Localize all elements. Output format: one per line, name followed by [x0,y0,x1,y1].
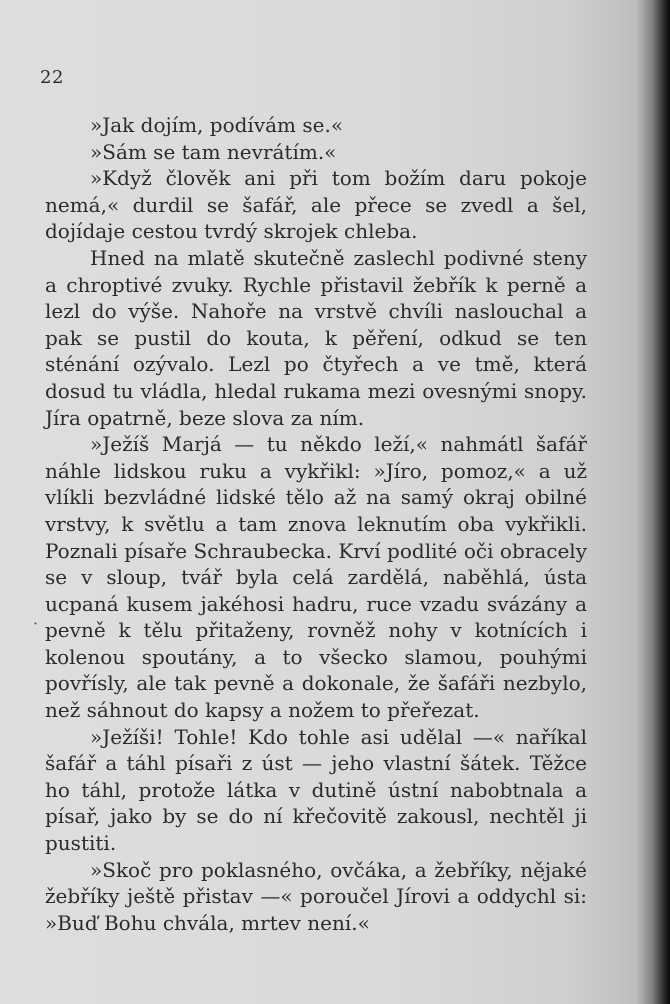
paragraph: »Ježíš Marjá — tu někdo leží,« nahmátl šafář náhle lidskou ruku a vykřikl: »Jíro, pomoz,« a už vlíkli bezvládné lidské tělo až na samý okraj obilné vrstvy, k světlu a tam znova leknutím oba vykřikli. Poznali písaře Schraubecka. Krví podlité oči obracely se v sloup, tvář byla celá zardělá, naběhlá, ústa ucpaná kusem jakéhosi hadru, ruce vzadu svázány a pevně k tělu přitaženy, rovněž nohy v kotnících i kolenou spoutány, a to všecko slamou, pouhými povřísly, ale tak pevně a dokonale, že šafáři nezbylo, než sáhnout do kapsy a nožem to přeřezat. [45,432,587,723]
page-number: 22 [40,67,64,88]
margin-mark: · [33,614,39,633]
paragraph: »Sám se tam nevrátím.« [90,139,337,164]
paragraph: »Když člověk ani při tom božím daru pokoje nemá,« durdil se šafář, ale přece se zvedl a šel, dojídaje cestou tvrdý skrojek chleba. [45,166,587,244]
paragraph: »Jak dojím, podívám se.« [90,113,344,137]
paragraph: »Skoč pro poklasného, ovčáka, a žebříky, nějaké žebříky ještě přistav —« poroučel Jírovi a oddychl si: »Buď Bohu chvála, mrtev není.« [45,857,587,935]
paragraph: Hned na mlatě skutečně zaslechl podivné steny a chroptivé zvuky. Rychle přistavil žebřík k perně a lezl do výše. Nahoře na vrstvě chvíli naslouchal a pak se pustil do kouta, k pěření, odkud se ten sténání ozývalo. Lezl po čtyřech a ve tmě, která dosud tu vládla, hledal rukama mezi ovesnými snopy. Jíra opatrně, beze slova za ním. [45,245,587,430]
paragraph: »Ježíši! Tohle! Kdo tohle asi udělal —« naříkal šafář a táhl písaři z úst — jeho vlastní šátek. Těžce ho táhl, protože látka v dutině ústní nabobtnala a písař, jako by se do ní křečovitě zakousl, nechtěl ji pustiti. [45,724,587,856]
body-text [45,112,587,936]
page-edge-shadow [652,0,670,1004]
